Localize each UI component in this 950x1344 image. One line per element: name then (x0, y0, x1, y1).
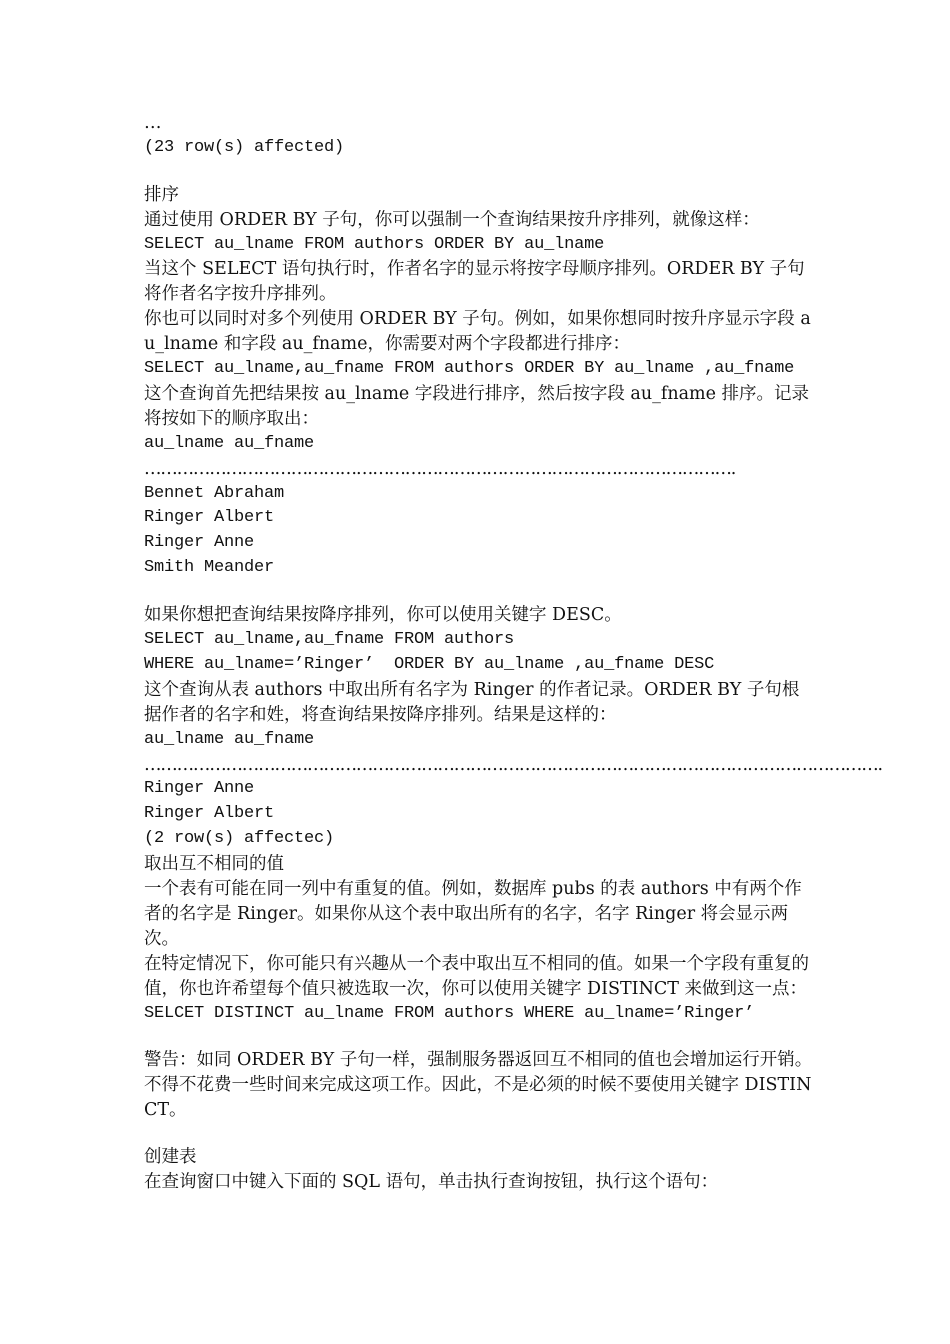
paragraph-order-by-intro: 通过使用 ORDER BY 子句，你可以强制一个查询结果按升序排列，就像这样： (144, 209, 760, 230)
result-row: Ringer Anne (144, 533, 255, 553)
paragraph-create-table: 在查询窗口中键入下面的 SQL 语句，单击执行查询按钮，执行这个语句： (144, 1172, 719, 1193)
spacer (144, 161, 814, 183)
spacer (144, 581, 814, 603)
paragraph-duplicates: 一个表有可能在同一列中有重复的值。例如，数据库 pubs 的表 authors 中有两个作者的名字是 Ringer。如果你从这个表中取出所有的名字，名字 Ringer 将会显示两次。 (144, 878, 802, 949)
sql-desc-where: WHERE au_lname=’Ringer’ ORDER BY au_lname ,au_fname DESC (144, 654, 715, 674)
sql-order-by-lname: SELECT au_lname FROM authors ORDER BY au_lname (144, 234, 605, 254)
dotted-separator-2: ………………………………………………………………………………………………………………………. (144, 754, 882, 775)
heading-distinct: 取出互不相同的值 (144, 854, 284, 875)
result-row: Ringer Anne (144, 779, 255, 799)
paragraph-alphabetical: 当这个 SELECT 语句执行时，作者名字的显示将按字母顺序排列。ORDER BY 子句将作者名字按升序排列。 (144, 259, 805, 305)
result-row: Smith Meander (144, 558, 275, 578)
result-row: Ringer Albert (144, 804, 275, 824)
paragraph-distinct-intro: 在特定情况下，你可能只有兴趣从一个表中取出互不相同的值。如果一个字段有重复的值，你也许希望每个值只被选取一次，你可以使用关键字 DISTINCT 来做到这一点： (144, 953, 809, 999)
paragraph-desc-explained: 这个查询从表 authors 中取出所有名字为 Ringer 的作者记录。ORDER BY 子句根据作者的名字和姓，将查询结果按降序排列。结果是这样的： (144, 679, 800, 725)
sql-distinct: SELCET DISTINCT au_lname FROM authors WHERE au_lname=’Ringer’ (144, 1003, 755, 1023)
spacer (144, 1123, 814, 1145)
sql-order-by-two-fields: SELECT au_lname,au_fname FROM authors ORDER BY au_lname ,au_fname (144, 359, 795, 379)
paragraph-warning: 警告：如同 ORDER BY 子句一样，强制服务器返回互不相同的值也会增加运行开销。不得不花费一些时间来完成这项工作。因此，不是必须的时候不要使用关键字 DISTINCT。 (144, 1050, 813, 1121)
result-header-2: au_lname au_fname (144, 729, 315, 749)
document-page (144, 111, 882, 1195)
result-row: Bennet Abraham (144, 483, 285, 503)
heading-create-table: 创建表 (144, 1147, 197, 1168)
paragraph-sort-order-explained: 这个查询首先把结果按 au_lname 字段进行排序，然后按字段 au_fname 排序。记录将按如下的顺序取出： (144, 383, 810, 429)
paragraph-desc: 如果你想把查询结果按降序排列，你可以使用关键字 DESC。 (144, 605, 622, 626)
sql-desc-select: SELECT au_lname,au_fname FROM authors (144, 630, 515, 650)
rows-affected-23: (23 row(s) affected) (144, 137, 345, 157)
result-row: Ringer Albert (144, 508, 275, 528)
dotted-separator-1: ………………………………………………………………………………………………. (144, 458, 736, 479)
paragraph-multiple-columns: 你也可以同时对多个列使用 ORDER BY 子句。例如，如果你想同时按升序显示字段 au_lname 和字段 au_fname，你需要对两个字段都进行排序： (144, 309, 811, 355)
heading-sort: 排序 (144, 184, 179, 205)
rows-affected-2: (2 row(s) affectec) (144, 829, 335, 849)
result-header-1: au_lname au_fname (144, 433, 315, 453)
spacer (144, 1026, 814, 1048)
ellipsis-line: … (144, 113, 162, 133)
